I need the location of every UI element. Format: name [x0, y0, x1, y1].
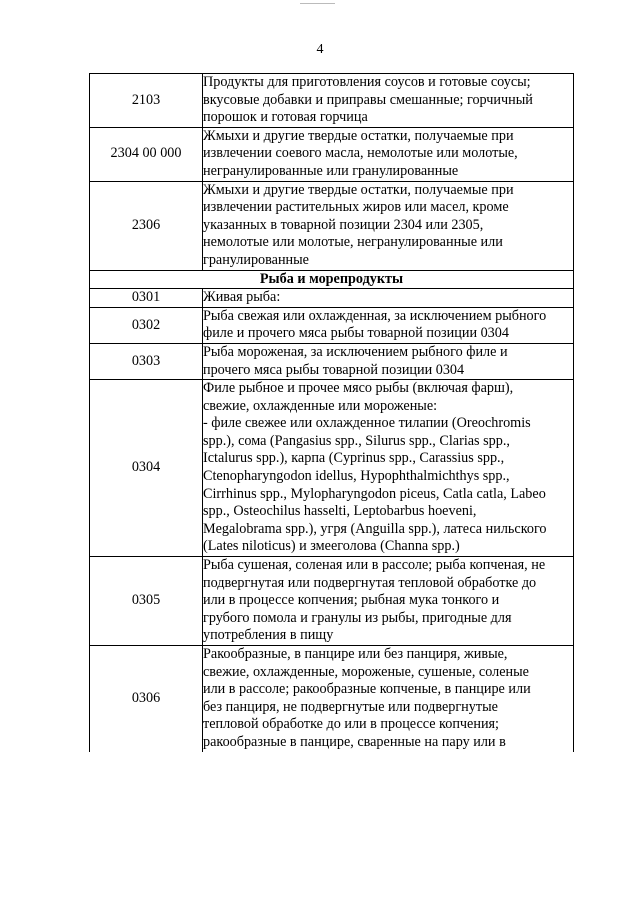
page-number: 4	[316, 42, 324, 57]
description-line: Рыба свежая или охлажденная, за исключением рыбного	[203, 307, 547, 324]
description-line: употребления в пищу	[203, 627, 334, 644]
goods-description	[203, 127, 574, 181]
hs-code: 0303	[90, 343, 203, 379]
description-line: Ictalurus spp.), карпа (Cyprinus spp., Carassius spp.,	[203, 450, 505, 467]
hs-code: 0302	[90, 307, 203, 343]
description-line: Ракообразные, в панцире или без панциря, живые,	[203, 646, 508, 662]
description-line: свежие, охлажденные или мороженые:	[203, 397, 438, 414]
hs-code: 0304	[90, 380, 203, 557]
table-row	[90, 343, 574, 379]
section-row	[90, 270, 574, 289]
table-body-after	[90, 289, 574, 752]
description-line: указанных в товарной позиции 2304 или 2305,	[203, 216, 484, 233]
table-body-before	[90, 74, 574, 271]
description-line: подвергнутая или подвергнутая тепловой обработке до	[203, 574, 537, 591]
description-line: или в процессе копчения; рыбная мука тонкого и	[203, 592, 500, 609]
description-line: Ctenopharyngodon idellus, Hypophthalmichthys spp.,	[203, 468, 510, 485]
description-line: гранулированные	[203, 251, 309, 268]
description-line: Рыба сушеная, соленая или в рассоле; рыба копченая, не	[203, 557, 546, 574]
description-line: свежие, охлажденные, мороженые, сушеные, соленые	[203, 663, 529, 680]
description-line: грубого помола и гранулы из рыбы, пригодные для	[203, 609, 512, 626]
description-line: извлечении соевого масла, немолотые или молотые,	[203, 145, 518, 162]
description-line: Живая рыба:	[203, 289, 281, 306]
description-line: немолотые или молотые, негранулированные или	[203, 234, 503, 251]
description-line: ракообразные в панцире, сваренные на пару или в	[203, 733, 506, 750]
description-line: тепловой обработке до или в процессе копчения;	[203, 716, 500, 733]
hs-code: 0305	[90, 557, 203, 646]
description-line: Cirrhinus spp., Mylopharyngodon piceus, Catla catla, Labeo	[203, 485, 546, 502]
description-line: Рыба мороженая, за исключением рыбного филе и	[203, 343, 508, 360]
goods-description	[203, 646, 574, 752]
hs-code: 0301	[90, 289, 203, 308]
description-line: Жмыхи и другие твердые остатки, получаемые при	[203, 181, 514, 198]
table-row	[90, 380, 574, 557]
scan-mark	[300, 0, 335, 4]
goods-description	[203, 343, 574, 379]
hs-code: 0306	[90, 646, 203, 752]
goods-description	[203, 307, 574, 343]
description-line: прочего мяса рыбы товарной позиции 0304	[203, 361, 465, 378]
description-line: негранулированные или гранулированные	[203, 162, 459, 179]
hs-code: 2306	[90, 181, 203, 270]
hs-code: 2103	[90, 74, 203, 128]
description-line: - филе свежее или охлажденное тилапии (Oreochromis	[203, 415, 531, 432]
table-row	[90, 646, 574, 752]
table-row	[90, 74, 574, 128]
description-line: Megalobrama spp.), угря (Anguilla spp.), латеса нильского	[203, 520, 547, 537]
goods-description	[203, 74, 574, 128]
description-line: (Lates niloticus) и змееголова (Channa spp.)	[203, 538, 460, 555]
table-row	[90, 307, 574, 343]
goods-description	[203, 289, 574, 308]
table-row	[90, 289, 574, 308]
table-row	[90, 127, 574, 181]
description-line: порошок и готовая горчица	[203, 109, 368, 126]
description-line: Продукты для приготовления соусов и готовые соусы;	[203, 74, 531, 90]
description-line: вкусовые добавки и приправы смешанные; горчичный	[203, 91, 533, 108]
description-line: филе и прочего мяса рыбы товарной позиции 0304	[203, 325, 509, 342]
goods-table	[89, 73, 574, 752]
section-row-group	[90, 270, 574, 289]
table-row	[90, 181, 574, 270]
description-line: без панциря, не подвергнутые или подвергнутые	[203, 698, 498, 715]
hs-code: 2304 00 000	[90, 127, 203, 181]
goods-description	[203, 557, 574, 646]
section-title: Рыба и морепродукты	[90, 270, 574, 289]
description-line: извлечении растительных жиров или масел, кроме	[203, 199, 509, 216]
description-line: или в рассоле; ракообразные копченые, в панцире или	[203, 681, 531, 698]
table-row	[90, 557, 574, 646]
description-line: Жмыхи и другие твердые остатки, получаемые при	[203, 127, 514, 144]
description-line: Филе рыбное и прочее мясо рыбы (включая фарш),	[203, 380, 514, 397]
description-line: spp., Osteochilus hasselti, Leptobarbus hoeveni,	[203, 503, 477, 520]
description-line: spp.), сома (Pangasius spp., Silurus spp., Clarias spp.,	[203, 432, 510, 449]
goods-description	[203, 380, 574, 557]
goods-description	[203, 181, 574, 270]
